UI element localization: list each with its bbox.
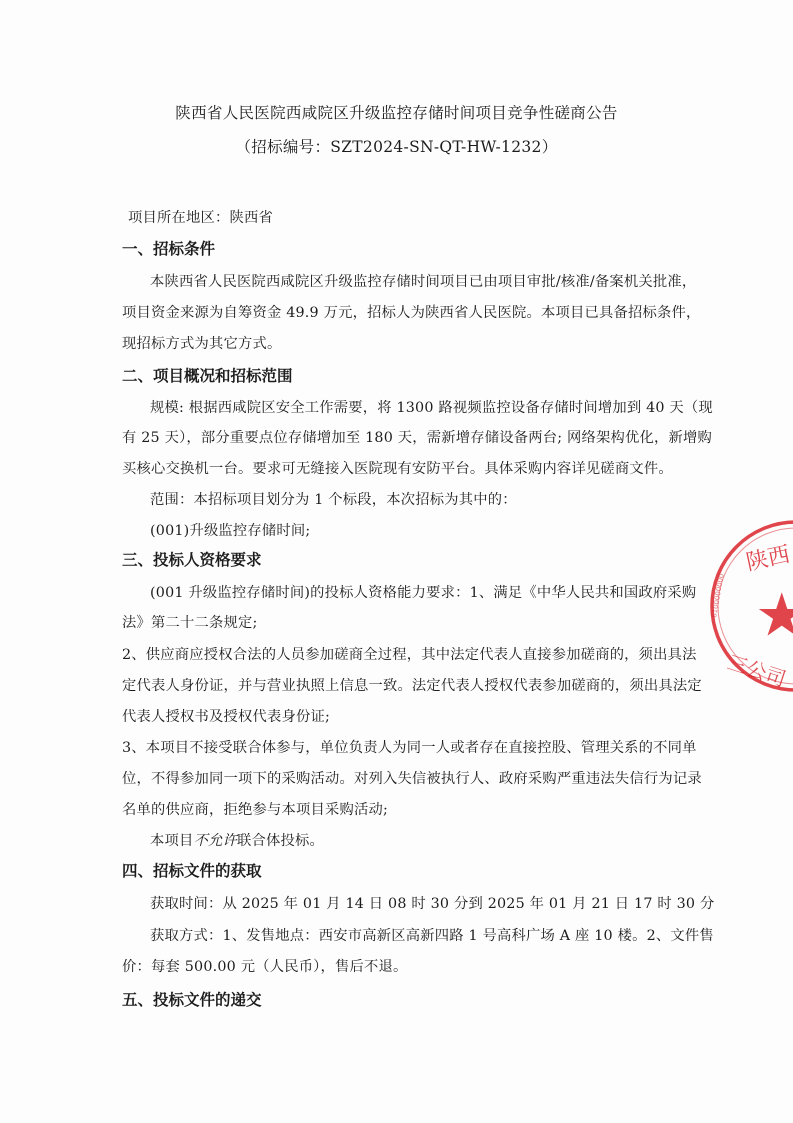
section-1-heading: 一、招标条件 xyxy=(122,240,216,258)
sec3-line-6: 3、本项目不接受联合体参与，单位负责人为同一人或者存在直接控股、管理关系的不同单 xyxy=(122,740,697,756)
sec2-line-2: 有 25 天），部分重要点位存储增加至 180 天，需新增存储设备两台; 网络架构优化，新增购 xyxy=(122,430,712,446)
sec3-line-8: 名单的供应商，拒绝参与本项目采购活动; xyxy=(122,802,388,818)
sec4-line-1: 获取时间：从 2025 年 01 月 14 日 08 时 30 分到 2025 年 01 月 21 日 17 时 30 分 xyxy=(150,896,715,912)
sec4-line-3: 价：每套 500.00 元（人民币），售后不退。 xyxy=(122,959,408,975)
svg-text:6100000000: 6100000000 xyxy=(710,573,726,619)
document-title: 陕西省人民医院西咸院区升级监控存储时间项目竞争性磋商公告 xyxy=(175,104,618,122)
seal-text-bottom: 三公司 xyxy=(724,649,789,692)
sec2-line-3: 买核心交换机一台。要求可无缝接入医院现有安防平台。具体采购内容详见磋商文件。 xyxy=(122,461,673,477)
consortium-statement xyxy=(150,830,324,850)
sec2-line-5: (001)升级监控存储时间; xyxy=(150,523,311,539)
seal-text-top: 陕西 xyxy=(744,542,793,576)
section-3-heading: 三、投标人资格要求 xyxy=(122,551,262,569)
sec3-line-4: 定代表人身份证，并与营业执照上信息一致。法定代表人授权代表参加磋商的，须出具法定 xyxy=(122,678,702,694)
project-region: 项目所在地区：陕西省 xyxy=(128,210,273,226)
official-seal-stamp xyxy=(708,518,793,694)
sec3-line-2: 法》第二十二条规定; xyxy=(122,615,258,631)
section-2-heading: 二、项目概况和招标范围 xyxy=(122,367,293,385)
consortium-prefix: 本项目 xyxy=(150,833,194,849)
sec1-line-2: 项目资金来源为自筹资金 49.9 万元，招标人为陕西省人民医院。本项目已具备招标条件， xyxy=(122,305,701,321)
sec2-line-1: 规模: 根据西咸院区安全工作需要，将 1300 路视频监控设备存储时间增加到 40 天（现 xyxy=(150,400,713,416)
sec3-line-5: 代表人授权书及授权代表身份证; xyxy=(122,709,330,725)
tender-code: （招标编号：SZT2024-SN-QT-HW-1232） xyxy=(235,138,558,156)
consortium-not-allowed: 不允许 xyxy=(193,833,237,849)
sec4-line-2: 获取方式：1、发售地点：西安市高新区高新四路 1 号高科广场 A 座 10 楼。2、文件售 xyxy=(150,928,714,944)
consortium-suffix: 联合体投标。 xyxy=(237,833,324,849)
section-5-heading: 五、投标文件的递交 xyxy=(122,991,262,1009)
sec3-line-7: 位，不得参加同一项下的采购活动。对列入失信被执行人、政府采购严重违法失信行为记录 xyxy=(122,771,702,787)
sec1-line-3: 现招标方式为其它方式。 xyxy=(122,336,282,352)
sec1-line-1: 本陕西省人民医院西咸院区升级监控存储时间项目已由项目审批/核准/备案机关批准， xyxy=(150,274,697,290)
sec3-line-3: 2、供应商应授权合法的人员参加磋商全过程，其中法定代表人直接参加磋商的，须出具法 xyxy=(122,647,697,663)
section-4-heading: 四、招标文件的获取 xyxy=(122,862,262,880)
sec2-line-4: 范围：本招标项目划分为 1 个标段，本次招标为其中的： xyxy=(150,492,517,508)
sec3-line-1: (001 升级监控存储时间)的投标人资格能力要求：1、满足《中华人民共和国政府采购 xyxy=(150,585,697,601)
